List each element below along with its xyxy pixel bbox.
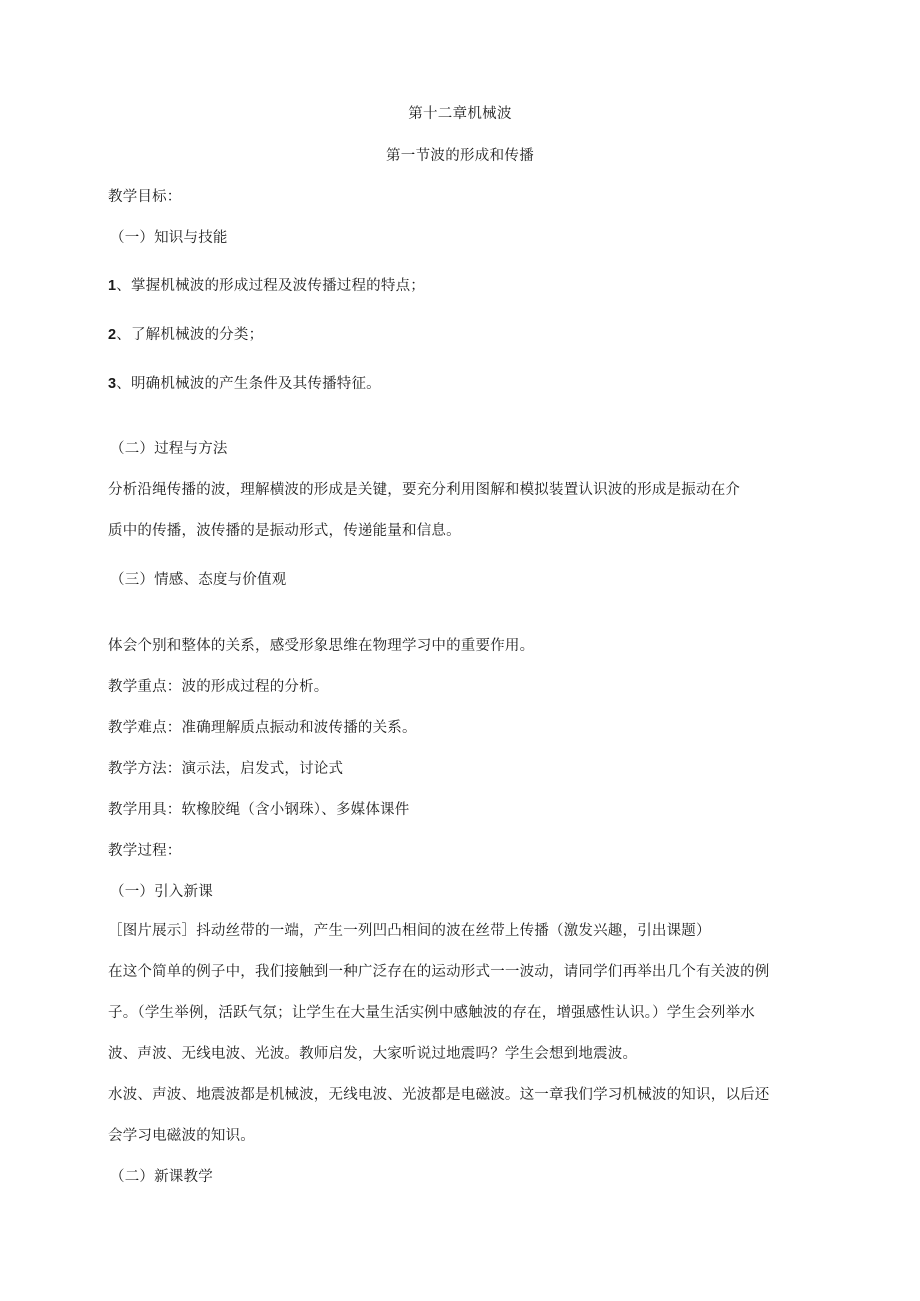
item-number: 1 <box>108 278 117 294</box>
key-point: 教学重点：波的形成过程的分析。 <box>108 679 329 695</box>
knowledge-heading: （一）知识与技能 <box>110 230 228 246</box>
intro-line-4: 波、声波、无线电波、光波。教师启发，大家听说过地震吗？学生会想到地震波。 <box>108 1046 638 1062</box>
emotion-text: 体会个别和整体的关系，感受形象思维在物理学习中的重要作用。 <box>108 638 535 654</box>
process-line-1: 分析沿绳传播的波，理解横波的形成是关键，要充分利用图解和模拟装置认识波的形成是振动在介 <box>108 482 741 498</box>
section-title: 第一节波的形成和传播 <box>386 148 534 164</box>
knowledge-item-1 <box>108 276 808 296</box>
tools: 教学用具：软橡胶绳（含小钢珠）、多媒体课件 <box>108 802 410 818</box>
new-lesson-heading: （二）新课教学 <box>110 1169 213 1185</box>
item-text: 、明确机械波的产生条件及其传播特征。 <box>116 376 381 392</box>
chapter-title: 第十二章机械波 <box>408 106 512 122</box>
intro-line-2: 在这个简单的例子中，我们接触到一种广泛存在的运动形式一一波动，请同学们再举出几个有关波的例 <box>108 964 770 980</box>
process-line-2: 质中的传播，波传播的是振动形式，传递能量和信息。 <box>108 523 461 539</box>
item-number: 2 <box>108 327 117 343</box>
knowledge-item-3 <box>108 374 808 394</box>
process-heading: （二）过程与方法 <box>110 441 228 457</box>
intro-heading: （一）引入新课 <box>110 884 213 900</box>
difficulty: 教学难点：准确理解质点振动和波传播的关系。 <box>108 720 417 736</box>
item-text: 、掌握机械波的形成过程及波传播过程的特点； <box>116 278 425 294</box>
emotion-heading: （三）情感、态度与价值观 <box>110 572 287 588</box>
item-number: 3 <box>108 376 117 392</box>
procedure-heading: 教学过程： <box>108 843 182 859</box>
intro-line-1: ［图片展示］抖动丝带的一端，产生一列凹凸相间的波在丝带上传播（激发兴趣，引出课题） <box>108 923 711 939</box>
intro-line-5: 水波、声波、地震波都是机械波，无线电波、光波都是电磁波。这一章我们学习机械波的知识，以后还 <box>108 1087 770 1103</box>
intro-line-6: 会学习电磁波的知识。 <box>108 1128 255 1144</box>
methods: 教学方法：演示法，启发式，讨论式 <box>108 761 344 777</box>
knowledge-item-2 <box>108 325 808 345</box>
objectives-heading: 教学目标： <box>108 189 182 205</box>
item-text: 、了解机械波的分类； <box>116 327 264 343</box>
intro-line-3: 子。（学生举例，活跃气氛；让学生在大量生活实例中感触波的存在，增强感性认识。）学生会列举水 <box>108 1005 755 1021</box>
